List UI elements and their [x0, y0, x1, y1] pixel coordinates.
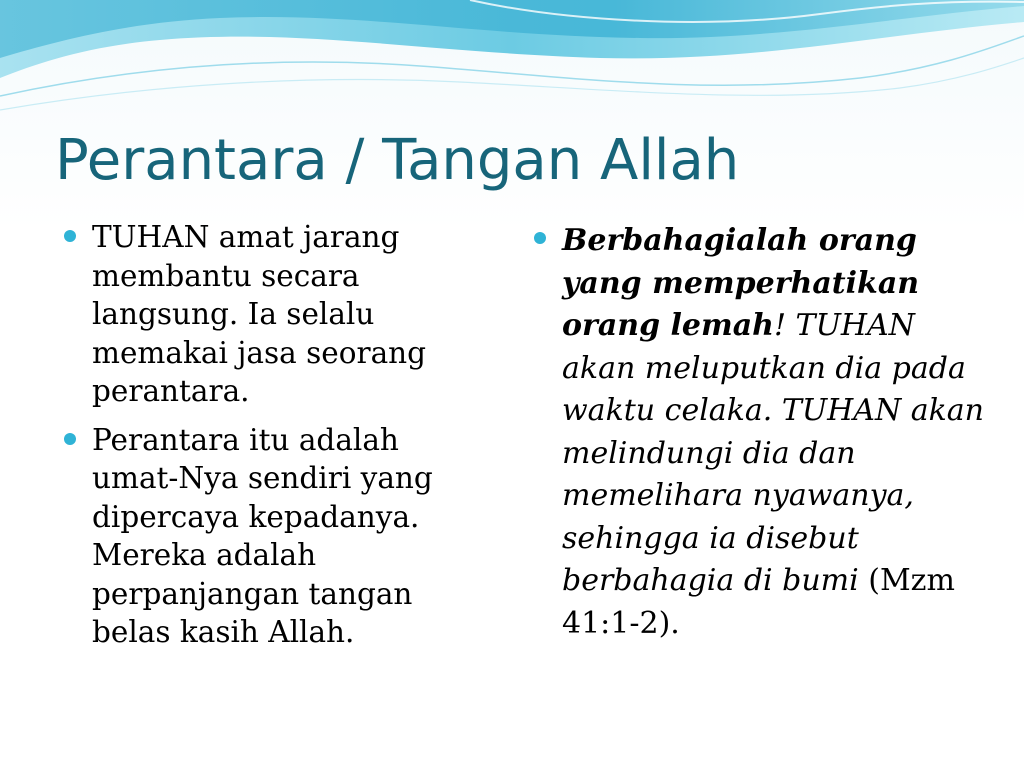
verse-emphasis: Berbahagialah orang yang memperhatikan orang lemah [562, 223, 920, 343]
bullet-item [62, 421, 492, 652]
left-bullet-list [62, 218, 492, 652]
header-wave-decoration [0, 0, 1024, 130]
bullet-dot-icon [64, 230, 76, 242]
bullet-dot-icon [64, 433, 76, 445]
bullet-item [532, 220, 992, 645]
verse-text: ! TUHAN akan meluputkan dia pada waktu celaka. TUHAN akan melindungi dia dan memelihara nyawanya, sehingga ia disebut berbahagia di bumi [562, 308, 985, 598]
right-bullet-list [532, 220, 992, 645]
slide-title: Perantara / Tangan Allah [55, 128, 740, 193]
verse-reference: (Mzm 41:1-2). [562, 563, 955, 641]
bullet-text: Perantara itu adalah umat-Nya sendiri yang dipercaya kepadanya. Mereka adalah perpanjangan tangan belas kasih Allah. [92, 422, 433, 649]
bullet-item [62, 218, 492, 411]
bullet-text: TUHAN amat jarang membantu secara langsung. Ia selalu memakai jasa seorang perantara. [92, 220, 427, 408]
bullet-dot-icon [534, 232, 546, 244]
